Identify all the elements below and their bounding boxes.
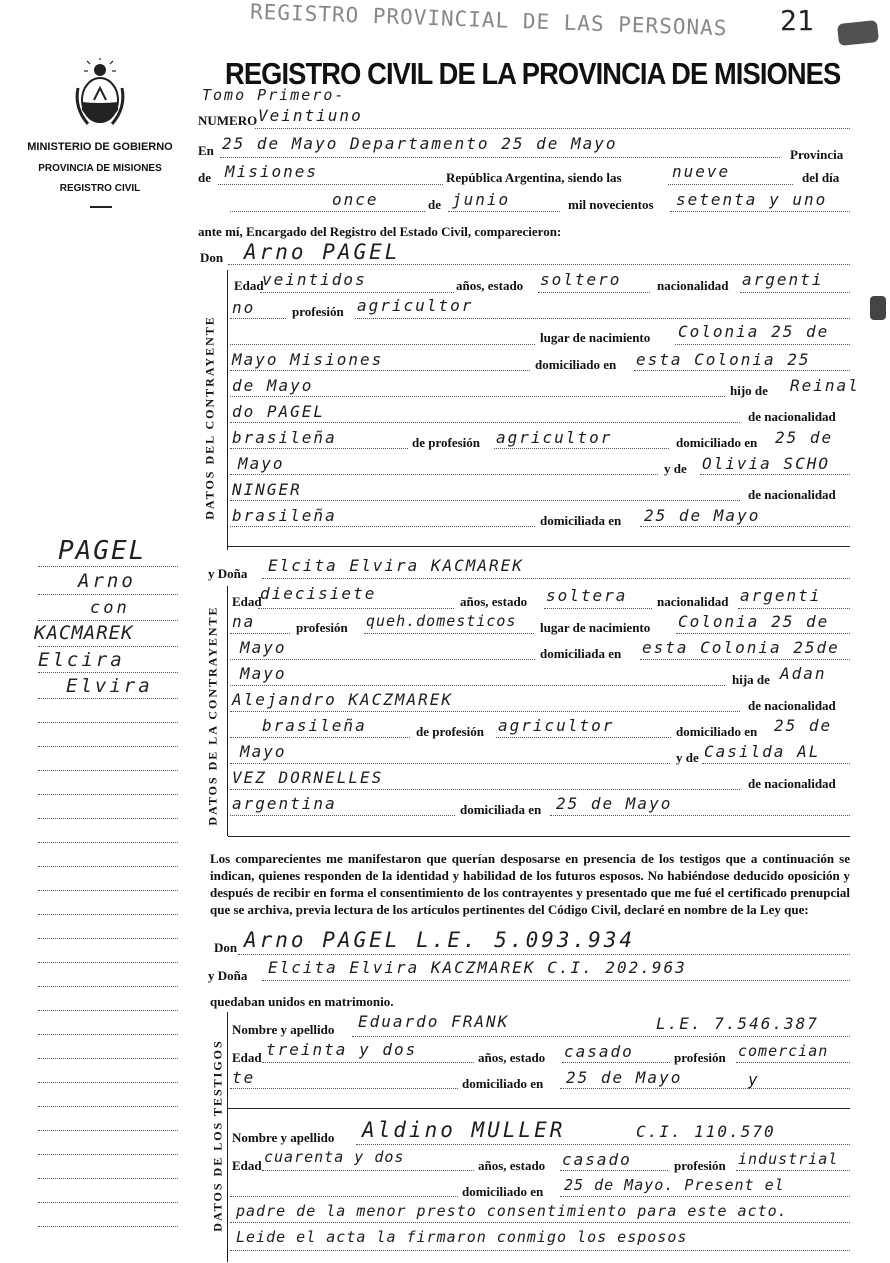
w1-profesion-label: profesión (674, 1050, 726, 1065)
declaration-bride: Elcita Elvira KACZMAREK C.I. 202.963 (268, 958, 687, 977)
groom-madre-domicilio: 25 de Mayo (644, 506, 761, 525)
bride-madre-nacionalidad: argentina (232, 794, 337, 813)
bride-domiciliada-label: domiciliada en (540, 646, 622, 661)
w2-domiciliado-label: domiciliado en (462, 1184, 544, 1199)
bride-nacionalidad-label: nacionalidad (657, 594, 729, 609)
w1-estado: casado (564, 1042, 634, 1061)
groom-nacionalidad-1: argenti (742, 270, 824, 289)
groom-edad: veintidos (262, 270, 367, 289)
margin-con: con (90, 598, 130, 618)
groom-domicilio-2: de Mayo (232, 376, 314, 395)
y-de-label: y de (664, 461, 687, 476)
w1-profesion-2: te (232, 1068, 256, 1087)
hija-label: hija de (732, 672, 770, 687)
bride-madre-domicilio: 25 de Mayo (556, 794, 673, 813)
registry-label: REGISTRO CIVIL (59, 183, 141, 194)
w2-nombre-label: Nombre y apellido (232, 1130, 335, 1145)
w2-document: C.I. 110.570 (636, 1122, 776, 1141)
groom-nacionalidad-2: no (232, 298, 256, 317)
w1-name: Eduardo FRANK (358, 1012, 510, 1031)
don-label: Don (200, 250, 224, 265)
provincial-registry-stamp: REGISTRO PROVINCIAL DE LAS PERSONAS (249, 0, 728, 41)
de-nacionalidad-label: de nacionalidad (748, 409, 836, 424)
lugar-label: lugar de nacimiento (540, 330, 651, 345)
province-label: PROVINCIA DE MISIONES (38, 163, 162, 174)
bride-nacionalidad-1: argenti (740, 586, 822, 605)
dia-value: once (332, 190, 379, 209)
w1-domicilio: 25 de Mayo (566, 1068, 683, 1087)
margin-surname: PAGEL (58, 536, 147, 566)
bride-nacionalidad-2: na (232, 612, 256, 631)
bride-madre-2: VEZ DORNELLES (232, 768, 384, 787)
w1-domiciliado-label: domiciliado en (462, 1076, 544, 1091)
bride-domicilio-1: esta Colonia 25de (642, 638, 840, 657)
note-line-2: Leide el acta la firmaron conmigo los esposos (236, 1228, 688, 1246)
w1-nombre-label: Nombre y apellido (232, 1022, 335, 1037)
w2-profesion: industrial (738, 1150, 839, 1168)
declaration-don-label: Don (214, 940, 238, 955)
groom-profesion: agricultor (357, 296, 474, 315)
w1-anios-estado-label: años, estado (478, 1050, 546, 1065)
bride-domiciliado-en-label: domiciliado en (676, 724, 758, 739)
mes-value: junio (452, 190, 511, 209)
groom-lugar-2: Mayo Misiones (232, 350, 384, 369)
page-number: 21 (780, 4, 814, 37)
anio-value: setenta y uno (676, 190, 828, 209)
page-title: REGISTRO CIVIL DE LA PROVINCIA DE MISIONES (225, 56, 841, 91)
w2-profesion-label: profesión (674, 1158, 726, 1173)
domiciliada-label: domiciliada en (540, 513, 622, 528)
w1-y: y (748, 1070, 760, 1089)
divider (90, 206, 112, 208)
edge-mark (870, 296, 886, 320)
groom-padre-profesion: agricultor (496, 428, 613, 447)
anio-label: mil novecientos (568, 197, 654, 212)
groom-padre-domicilio-1: 25 de (775, 428, 834, 447)
witnesses-section-label: DATOS DE LOS TESTIGOS (210, 1039, 225, 1232)
del-dia-label: del día (802, 170, 840, 185)
margin-bride-surname: KACMAREK (34, 622, 134, 644)
bride-domicilio-2: Mayo (240, 664, 287, 683)
numero-label: NUMERO (198, 113, 258, 128)
ink-blot (837, 20, 879, 46)
bride-edad-label: Edad (232, 594, 262, 609)
note-line-1: padre de la menor presto consentimiento para este acto. (236, 1202, 788, 1220)
w1-edad: treinta y dos (266, 1040, 418, 1059)
profesion-label: profesión (292, 304, 344, 319)
groom-padre-domicilio-2: Mayo (238, 454, 285, 473)
unidos-label: quedaban unidos en matrimonio. (210, 994, 394, 1009)
bride-lugar-label: lugar de nacimiento (540, 620, 651, 635)
w2-edad: cuarenta y dos (264, 1148, 405, 1166)
groom-padre-2: do PAGEL (232, 402, 326, 421)
bride-madre-1: Casilda AL (704, 742, 821, 761)
margin-bride-name-2: Elvira (66, 675, 153, 697)
bride-name: Elcita Elvira KACMAREK (268, 556, 524, 575)
edad-label: Edad (234, 278, 264, 293)
domiciliado-label: domiciliado en (535, 357, 617, 372)
de2-label: de (428, 197, 441, 212)
w2-domicilio: 25 de Mayo. Present el (564, 1176, 785, 1194)
bride-padre-profesion: agricultor (498, 716, 615, 735)
groom-section-label: DATOS DEL CONTRAYENTE (202, 315, 217, 520)
groom-lugar-1: Colonia 25 de (678, 322, 830, 341)
bride-de-nacionalidad-2-label: de nacionalidad (748, 776, 836, 791)
coat-of-arms-icon (70, 58, 130, 130)
nacionalidad-label: nacionalidad (657, 278, 729, 293)
bride-lugar-1: Colonia 25 de (678, 612, 830, 631)
bride-anios-estado-label: años, estado (460, 594, 528, 609)
bride-padre-1: Adan (780, 664, 827, 683)
bride-de-profesion-label: de profesión (416, 724, 485, 739)
bride-edad: diecisiete (260, 584, 377, 603)
bride-section-label: DATOS DE LA CONTRAYENTE (205, 605, 220, 826)
margin-name: Arno (78, 570, 136, 592)
bride-estado: soltera (546, 586, 628, 605)
w2-estado: casado (562, 1150, 632, 1169)
w1-profesion-1: comercian (738, 1042, 829, 1060)
bride-padre-domicilio-1: 25 de (774, 716, 833, 735)
groom-madre-2: NINGER (232, 480, 302, 499)
provincia-value: Misiones (225, 162, 319, 181)
en-label: En (198, 143, 214, 158)
groom-padre-nacionalidad: brasileña (232, 428, 337, 447)
republica-label: República Argentina, siendo las (446, 170, 622, 185)
de-label: de (198, 170, 211, 185)
ante-label: ante mí, Encargado del Registro del Estado Civil, comparecieron: (198, 224, 562, 239)
provincia-label: Provincia (790, 147, 844, 162)
groom-name: Arno PAGEL (244, 240, 401, 264)
bride-padre-domicilio-2: Mayo (240, 742, 287, 761)
de-nacionalidad-2-label: de nacionalidad (748, 487, 836, 502)
declaration-groom: Arno PAGEL L.E. 5.093.934 (244, 928, 636, 952)
w2-edad-label: Edad (232, 1158, 262, 1173)
groom-madre-1: Olivia SCHO (702, 454, 830, 473)
tomo-value: Tomo Primero- (202, 86, 346, 104)
groom-domicilio-1: esta Colonia 25 (636, 350, 811, 369)
bride-profesion: queh.domesticos (366, 612, 517, 630)
hora-value: nueve (672, 162, 731, 181)
en-value: 25 de Mayo Departamento 25 de Mayo (222, 134, 618, 153)
bride-domiciliada2-label: domiciliada en (460, 802, 542, 817)
w1-document: L.E. 7.546.387 (656, 1014, 819, 1033)
bride-padre-2: Alejandro KACZMAREK (232, 690, 454, 709)
w1-edad-label: Edad (232, 1050, 262, 1065)
bride-lugar-2: Mayo (240, 638, 287, 657)
groom-padre-1: Reinal (790, 376, 860, 395)
groom-madre-nacionalidad: brasileña (232, 506, 337, 525)
ministry-label: MINISTERIO DE GOBIERNO (27, 141, 173, 153)
bride-y-de-label: y de (676, 750, 699, 765)
bride-de-nacionalidad-label: de nacionalidad (748, 698, 836, 713)
anios-estado-label: años, estado (456, 278, 524, 293)
bride-padre-nacionalidad: brasileña (262, 716, 367, 735)
domiciliado-en-label: domiciliado en (676, 435, 758, 450)
declaration-text: Los comparecientes me manifestaron que querían desposarse en presencia de los testigos que a continuación se indican, quienes responden de la identidad y habilidad de los futuros esposos. No habiéndose deducido oposición y después de recibir en forma el consentimiento de los contrayentes y presentado que me fué el certificado prenupcial que se archiva, previa lectura de los artículos pertinentes del Código Civil, declaré en nombre de la Ley que: (210, 851, 850, 917)
dona-label: y Doña (208, 566, 248, 581)
de-profesion-label: de profesión (412, 435, 481, 450)
groom-estado: soltero (540, 270, 622, 289)
declaration-dona-label: y Doña (208, 968, 248, 983)
w2-name: Aldino MULLER (362, 1118, 566, 1142)
margin-bride-name-1: Elcira (38, 649, 125, 671)
numero-value: Veintiuno (258, 106, 363, 125)
w2-anios-estado-label: años, estado (478, 1158, 546, 1173)
bride-profesion-label: profesión (296, 620, 348, 635)
hijo-label: hijo de (730, 383, 768, 398)
